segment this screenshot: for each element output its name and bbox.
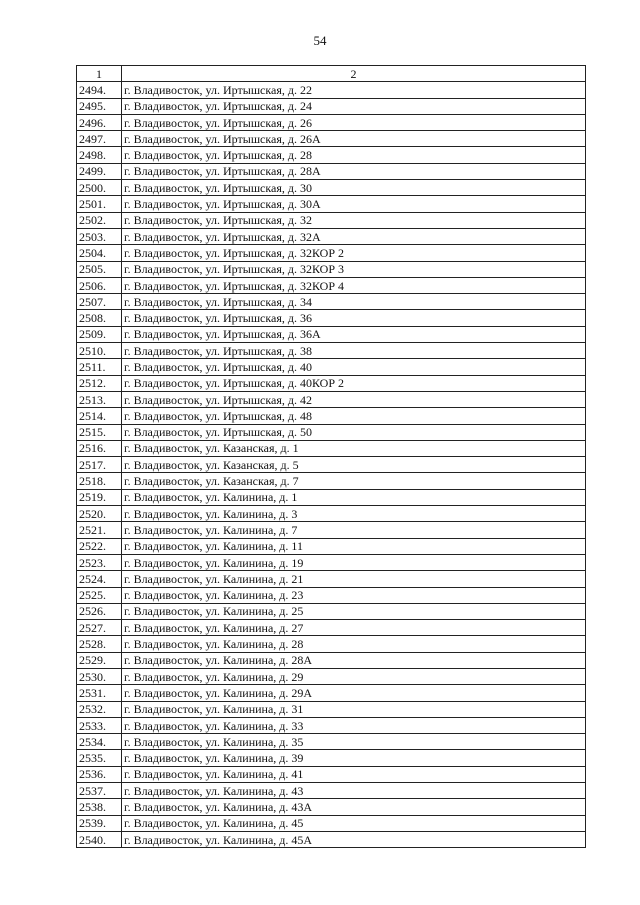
table-row	[77, 196, 586, 212]
row-number-cell: 2520.	[77, 506, 122, 522]
address-table	[76, 65, 586, 848]
table-row	[77, 603, 586, 619]
table-body	[77, 82, 586, 848]
table-row	[77, 261, 586, 277]
address-cell: г. Владивосток, ул. Калинина, д. 27	[122, 620, 586, 636]
address-cell: г. Владивосток, ул. Иртышская, д. 22	[122, 82, 586, 98]
table-row	[77, 750, 586, 766]
table-row	[77, 180, 586, 196]
address-cell: г. Владивосток, ул. Иртышская, д. 48	[122, 408, 586, 424]
table-row	[77, 277, 586, 293]
row-number-cell: 2533.	[77, 717, 122, 733]
table-row	[77, 359, 586, 375]
address-cell: г. Владивосток, ул. Иртышская, д. 30	[122, 180, 586, 196]
table-row	[77, 701, 586, 717]
row-number-cell: 2528.	[77, 636, 122, 652]
table-row	[77, 506, 586, 522]
address-cell: г. Владивосток, ул. Калинина, д. 7	[122, 522, 586, 538]
address-cell: г. Владивосток, ул. Иртышская, д. 50	[122, 424, 586, 440]
address-cell: г. Владивосток, ул. Калинина, д. 45	[122, 815, 586, 831]
page-number: 54	[313, 33, 327, 48]
table-row	[77, 343, 586, 359]
row-number-cell: 2499.	[77, 163, 122, 179]
table-row	[77, 571, 586, 587]
row-number-cell: 2530.	[77, 668, 122, 684]
address-cell: г. Владивосток, ул. Калинина, д. 45А	[122, 831, 586, 847]
row-number-cell: 2503.	[77, 228, 122, 244]
address-cell: г. Владивосток, ул. Калинина, д. 21	[122, 571, 586, 587]
address-cell: г. Владивосток, ул. Калинина, д. 1	[122, 489, 586, 505]
row-number-cell: 2521.	[77, 522, 122, 538]
row-number-cell: 2537.	[77, 783, 122, 799]
address-cell: г. Владивосток, ул. Иртышская, д. 32	[122, 212, 586, 228]
address-cell: г. Владивосток, ул. Калинина, д. 11	[122, 538, 586, 554]
address-cell: г. Владивосток, ул. Калинина, д. 35	[122, 734, 586, 750]
row-number-cell: 2523.	[77, 554, 122, 570]
table-row	[77, 473, 586, 489]
row-number-cell: 2526.	[77, 603, 122, 619]
table-row	[77, 391, 586, 407]
table-row	[77, 734, 586, 750]
table-row	[77, 717, 586, 733]
row-number-cell: 2515.	[77, 424, 122, 440]
table-row	[77, 636, 586, 652]
table-row	[77, 587, 586, 603]
row-number-cell: 2527.	[77, 620, 122, 636]
address-cell: г. Владивосток, ул. Иртышская, д. 32А	[122, 228, 586, 244]
row-number-cell: 2517.	[77, 457, 122, 473]
table-row	[77, 131, 586, 147]
table-row	[77, 685, 586, 701]
row-number-cell: 2508.	[77, 310, 122, 326]
row-number-cell: 2532.	[77, 701, 122, 717]
table-row	[77, 440, 586, 456]
row-number-cell: 2509.	[77, 326, 122, 342]
address-cell: г. Владивосток, ул. Калинина, д. 29	[122, 668, 586, 684]
row-number-cell: 2498.	[77, 147, 122, 163]
address-cell: г. Владивосток, ул. Иртышская, д. 26	[122, 114, 586, 130]
row-number-cell: 2506.	[77, 277, 122, 293]
table-row	[77, 114, 586, 130]
table-row	[77, 326, 586, 342]
table-row	[77, 620, 586, 636]
address-cell: г. Владивосток, ул. Иртышская, д. 32КОР 2	[122, 245, 586, 261]
address-cell: г. Владивосток, ул. Калинина, д. 28А	[122, 652, 586, 668]
address-cell: г. Владивосток, ул. Калинина, д. 19	[122, 554, 586, 570]
row-number-cell: 2539.	[77, 815, 122, 831]
row-number-cell: 2513.	[77, 391, 122, 407]
table-row	[77, 652, 586, 668]
table-row	[77, 538, 586, 554]
address-cell: г. Владивосток, ул. Калинина, д. 41	[122, 766, 586, 782]
row-number-cell: 2536.	[77, 766, 122, 782]
row-number-cell: 2504.	[77, 245, 122, 261]
address-cell: г. Владивосток, ул. Иртышская, д. 30А	[122, 196, 586, 212]
row-number-cell: 2519.	[77, 489, 122, 505]
table-row	[77, 766, 586, 782]
row-number-cell: 2494.	[77, 82, 122, 98]
address-cell: г. Владивосток, ул. Иртышская, д. 40	[122, 359, 586, 375]
row-number-cell: 2510.	[77, 343, 122, 359]
table-row	[77, 489, 586, 505]
row-number-cell: 2522.	[77, 538, 122, 554]
row-number-cell: 2531.	[77, 685, 122, 701]
table-row	[77, 245, 586, 261]
address-cell: г. Владивосток, ул. Иртышская, д. 28	[122, 147, 586, 163]
address-cell: г. Владивосток, ул. Калинина, д. 25	[122, 603, 586, 619]
table-row	[77, 82, 586, 98]
table-row	[77, 457, 586, 473]
column-header-address: 2	[122, 66, 586, 82]
row-number-cell: 2505.	[77, 261, 122, 277]
row-number-cell: 2496.	[77, 114, 122, 130]
row-number-cell: 2518.	[77, 473, 122, 489]
address-cell: г. Владивосток, ул. Иртышская, д. 34	[122, 294, 586, 310]
table-row	[77, 228, 586, 244]
table-row	[77, 294, 586, 310]
table-row	[77, 375, 586, 391]
row-number-cell: 2495.	[77, 98, 122, 114]
row-number-cell: 2535.	[77, 750, 122, 766]
table-row	[77, 831, 586, 847]
address-cell: г. Владивосток, ул. Иртышская, д. 38	[122, 343, 586, 359]
row-number-cell: 2500.	[77, 180, 122, 196]
row-number-cell: 2529.	[77, 652, 122, 668]
address-cell: г. Владивосток, ул. Иртышская, д. 32КОР 3	[122, 261, 586, 277]
table-row	[77, 212, 586, 228]
table-row	[77, 815, 586, 831]
row-number-cell: 2501.	[77, 196, 122, 212]
column-header-number: 1	[77, 66, 122, 82]
address-cell: г. Владивосток, ул. Калинина, д. 28	[122, 636, 586, 652]
table-row	[77, 98, 586, 114]
row-number-cell: 2524.	[77, 571, 122, 587]
row-number-cell: 2534.	[77, 734, 122, 750]
table-row	[77, 310, 586, 326]
table-row	[77, 668, 586, 684]
address-cell: г. Владивосток, ул. Калинина, д. 31	[122, 701, 586, 717]
row-number-cell: 2540.	[77, 831, 122, 847]
table-row	[77, 424, 586, 440]
table-header-row	[77, 66, 586, 82]
address-cell: г. Владивосток, ул. Иртышская, д. 28А	[122, 163, 586, 179]
table-row	[77, 799, 586, 815]
table-row	[77, 408, 586, 424]
address-cell: г. Владивосток, ул. Калинина, д. 43	[122, 783, 586, 799]
address-cell: г. Владивосток, ул. Иртышская, д. 42	[122, 391, 586, 407]
address-cell: г. Владивосток, ул. Калинина, д. 29А	[122, 685, 586, 701]
address-cell: г. Владивосток, ул. Калинина, д. 43А	[122, 799, 586, 815]
address-cell: г. Владивосток, ул. Иртышская, д. 32КОР 4	[122, 277, 586, 293]
table-row	[77, 783, 586, 799]
table-row	[77, 554, 586, 570]
address-cell: г. Владивосток, ул. Иртышская, д. 40КОР 2	[122, 375, 586, 391]
address-cell: г. Владивосток, ул. Казанская, д. 7	[122, 473, 586, 489]
row-number-cell: 2514.	[77, 408, 122, 424]
row-number-cell: 2511.	[77, 359, 122, 375]
table-row	[77, 147, 586, 163]
address-cell: г. Владивосток, ул. Калинина, д. 23	[122, 587, 586, 603]
address-cell: г. Владивосток, ул. Калинина, д. 39	[122, 750, 586, 766]
address-cell: г. Владивосток, ул. Калинина, д. 3	[122, 506, 586, 522]
row-number-cell: 2502.	[77, 212, 122, 228]
address-cell: г. Владивосток, ул. Калинина, д. 33	[122, 717, 586, 733]
row-number-cell: 2497.	[77, 131, 122, 147]
row-number-cell: 2507.	[77, 294, 122, 310]
address-cell: г. Владивосток, ул. Казанская, д. 1	[122, 440, 586, 456]
table-row	[77, 522, 586, 538]
row-number-cell: 2512.	[77, 375, 122, 391]
row-number-cell: 2538.	[77, 799, 122, 815]
address-cell: г. Владивосток, ул. Иртышская, д. 24	[122, 98, 586, 114]
address-cell: г. Владивосток, ул. Иртышская, д. 36	[122, 310, 586, 326]
address-cell: г. Владивосток, ул. Иртышская, д. 36А	[122, 326, 586, 342]
row-number-cell: 2525.	[77, 587, 122, 603]
address-cell: г. Владивосток, ул. Казанская, д. 5	[122, 457, 586, 473]
row-number-cell: 2516.	[77, 440, 122, 456]
address-cell: г. Владивосток, ул. Иртышская, д. 26А	[122, 131, 586, 147]
table-row	[77, 163, 586, 179]
